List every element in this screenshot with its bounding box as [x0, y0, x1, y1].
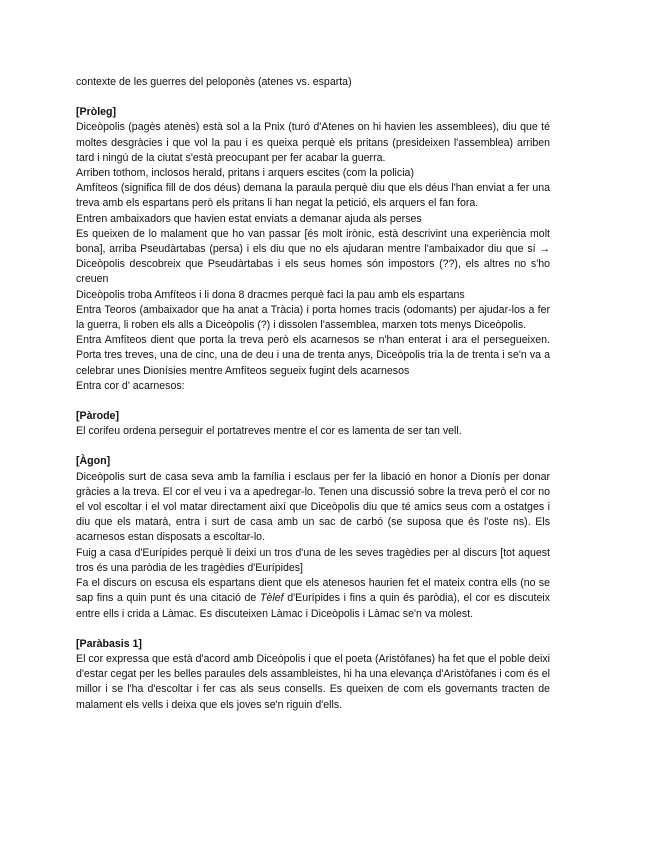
paragraph — [76, 576, 550, 622]
paragraph: Entren ambaixadors que havien estat enviats a demanar ajuda als perses — [76, 212, 422, 225]
paragraph: El corifeu ordena perseguir el portatreves mentre el cor es lamenta de ser tan vell. — [76, 425, 462, 438]
section-proleg — [76, 105, 550, 394]
paragraph: Entra Amfíteos dient que porta la treva però els acarnesos se n'han enterat i ara el persegueixen. Porta tres treves, una de cinc, una de deu i una de trenta anys, Diceòpolis tria la de trenta i se'n va a celebrar unes Dionísies mentre Amfíteos segueix fugint dels acarnesos — [76, 334, 550, 377]
paragraph-text: Fa el discurs on escusa els espartans dient que els atenesos haurien fet el mateix contra ells (no se sap fins a quin punt és una citació de — [76, 577, 550, 605]
heading-parode: [Pàrode] — [76, 410, 119, 423]
paragraph: Fuig a casa d'Eurípides perquè li deixi un tros d'una de les seves tragèdies per al discurs [tot aquest tros és una paròdia de les tragèdies d'Eurípides] — [76, 546, 550, 574]
section-agon — [76, 454, 550, 621]
heading-proleg: [Pròleg] — [76, 106, 117, 119]
paragraph: Es queixen de lo malament que ho van passar [és molt irònic, està descrivint una experiència molt bona], arriba Pseudàrtabas (persa) i els diu que no els ajudaran mentre l'ambaixador diu que sí → Diceòpolis descobreix que Pseudàrtabas i els seus homes són impostors (??), els altres no s'ho creuen — [76, 227, 550, 286]
paragraph: Entra Teoros (ambaixador que ha anat a Tràcia) i porta homes tracis (odomants) per ajudar-los a fer la guerra, li roben els alls a Diceòpolis (?) i dissolen l'assemblea, marxen tots menys Diceòpolis. — [76, 303, 550, 332]
paragraph: Diceòpolis surt de casa seva amb la família i esclaus per fer la libació en honor a Dionís per donar gràcies a la treva. El cor el veu i va a apedregar-lo. Tenen una discussió sobre la treva però el cor no el vol escoltar i el vol matar directament així que Diceòpolis diu que té amics seus com a ostatges i diu que els matarà, entra i surt de casa amb un sac de carbó (se suposa que és l'oste ns). Els acarnesos estan disposats a escoltar-lo. — [76, 470, 550, 544]
paragraph: Amfíteos (significa fill de dos déus) demana la paraula perquè diu que els déus l'han enviat a fer una treva amb els espartans però els pritans li han negat la petició, els arquers el fan fora. — [76, 182, 550, 210]
section-parode — [76, 409, 550, 439]
paragraph: Diceòpolis troba Amfíteos i li dona 8 dracmes perquè faci la pau amb els espartans — [76, 288, 465, 301]
paragraph: Diceòpolis (pagès atenès) està sol a la Pnix (turó d'Atenes on hi havien les assemblees), diu que té moltes desgràcies i que vol la pau i es queixa perquè els pritans (presideixen l'assemblea) arriben tard i ningú de la ciutat s'està preocupant per fer acabar la guerra. — [76, 121, 550, 164]
heading-parabasis: [Paràbasis 1] — [76, 637, 142, 650]
paragraph: Entra cor d' acarnesos: — [76, 379, 185, 392]
paragraph: El cor expressa que està d'acord amb Diceòpolis i que el poeta (Aristòfanes) ha fet que el poble deixi d'estar cegat per les belles paraules dels assambleistes, hi ha una elevança d'Aristòfanes i com és el millor i se l'ha d'escoltar i fer cas als seus consells. Es queixen de com els governants tracten de malament els vells i deixa que els joves se'n riguin d'ells. — [76, 652, 550, 711]
heading-agon: [Àgon] — [76, 455, 111, 468]
work-title: Tèlef — [260, 592, 284, 605]
intro-line: contexte de les guerres del peloponès (atenes vs. esparta) — [76, 76, 352, 88]
section-parabasis — [76, 637, 550, 713]
paragraph: Arriben tothom, inclosos herald, pritans i arquers escites (com la policia) — [76, 167, 414, 180]
document-body — [76, 75, 550, 713]
paragraph-text: d'Eurípides i fins a quin és paròdia), el cor es discuteix entre ells i crida a Làmac. Es discuteixen Làmac i Diceòpolis i Làmac se'n va molest. — [76, 592, 550, 620]
